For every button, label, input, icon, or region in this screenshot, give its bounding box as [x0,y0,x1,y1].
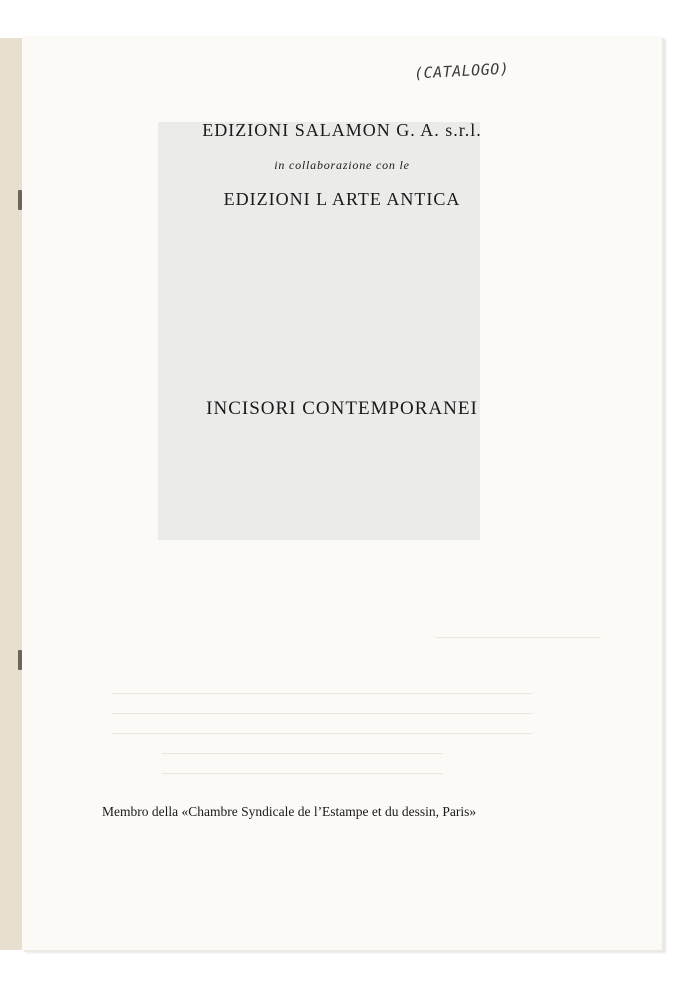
paper-sheet [22,36,662,950]
grey-panel [158,122,480,540]
page-title: INCISORI CONTEMPORANEI [206,398,478,419]
show-through-text: ────────────────────────────────────────────────────── [112,708,533,720]
show-through-text: ──────────────────────────────────── [162,768,443,780]
publisher-line: EDIZIONI SALAMON G. A. s.r.l. [202,120,482,140]
partner-line: EDIZIONI L ARTE ANTICA [223,189,461,209]
membership-note: Membro della «Chambre Syndicale de l’Estampe et du dessin, Paris» [102,804,477,819]
handwritten-note: (CATALOGO) [413,59,510,83]
show-through-text: ────────────────────────────────────────────────────── [112,688,533,700]
collaboration-line: in collaborazione con le [274,158,410,172]
binding-strip [0,38,23,950]
show-through-text: ──────────────────────────────────── [162,748,443,760]
show-through-text: ────────────────────────────────────────────────────── [112,728,533,740]
show-through-text: ───────────────────── [436,632,600,644]
